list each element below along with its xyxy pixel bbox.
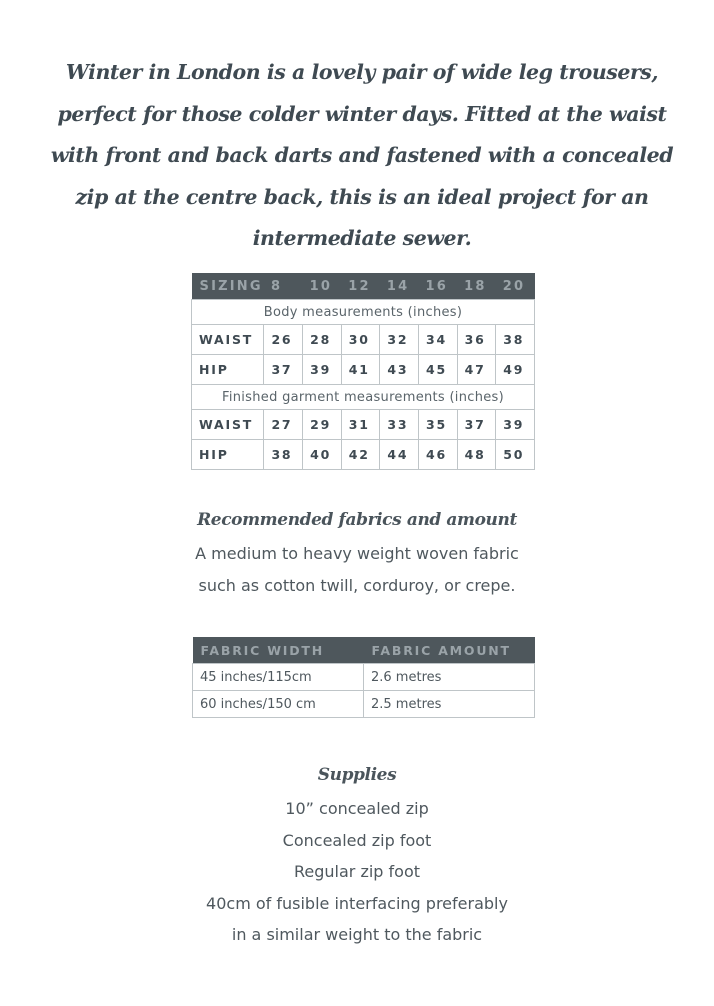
body-measurements-title-row [192,300,535,325]
table-cell: 42 [341,440,380,470]
table-cell: 34 [419,325,458,355]
table-row [192,355,535,385]
table-row [192,325,535,355]
fabric-width-cell: 60 inches/150 cm [193,691,364,718]
fabrics-description [0,538,714,601]
list-item: Concealed zip foot [282,830,432,850]
table-cell: 33 [380,410,419,440]
table-cell: 30 [341,325,380,355]
fabric-width-header: FABRIC WIDTH [193,637,364,664]
table-cell: 36 [457,325,496,355]
size-header: 18 [457,273,496,300]
sizing-table [191,273,535,470]
size-header: 14 [380,273,419,300]
row-label: HIP [192,440,264,470]
table-cell: 44 [380,440,419,470]
table-cell: 38 [264,440,303,470]
table-cell: 50 [496,440,535,470]
table-cell: 37 [264,355,303,385]
row-label: WAIST [192,410,264,440]
table-cell: 46 [419,440,458,470]
size-header: 8 [264,273,303,300]
table-cell: 43 [380,355,419,385]
table-cell: 29 [303,410,342,440]
table-cell: 41 [341,355,380,385]
list-item: 40cm of fusible interfacing preferably [206,893,508,913]
table-cell: 32 [380,325,419,355]
fabric-width-cell: 45 inches/115cm [193,664,364,691]
table-cell: 40 [303,440,342,470]
table-cell: 38 [496,325,535,355]
fabrics-heading: Recommended fabrics and amount [197,510,517,530]
garment-measurements-title-row [192,385,535,410]
table-cell: 26 [264,325,303,355]
size-header: 16 [419,273,458,300]
sizing-header-label: SIZING [192,273,264,300]
size-header: 12 [341,273,380,300]
table-cell: 47 [457,355,496,385]
table-cell: 37 [457,410,496,440]
fabric-table [192,637,535,718]
intro-paragraph: Winter in London is a lovely pair of wide leg trousers, perfect for those colder winter days. Fitted at the waist with front and back darts and fastened with a concealed zip at the centre back, this is an ideal project for an intermediate sewer. [50,60,674,250]
size-header: 10 [303,273,342,300]
fabric-amount-cell: 2.6 metres [364,664,535,691]
table-cell: 39 [496,410,535,440]
garment-measurements-title: Finished garment measurements (inches) [192,385,535,410]
size-header: 20 [496,273,535,300]
table-cell: 31 [341,410,380,440]
row-label: HIP [192,355,264,385]
description-line: such as cotton twill, corduroy, or crepe. [198,575,516,595]
table-row [193,691,535,718]
table-cell: 35 [419,410,458,440]
sizing-header-row [192,273,535,300]
table-row [192,440,535,470]
body-measurements-title: Body measurements (inches) [192,300,535,325]
row-label: WAIST [192,325,264,355]
list-item: 10” concealed zip [285,799,429,818]
supplies-list [0,793,714,951]
table-cell: 49 [496,355,535,385]
table-cell: 27 [264,410,303,440]
fabric-amount-cell: 2.5 metres [364,691,535,718]
table-row [192,410,535,440]
table-cell: 45 [419,355,458,385]
table-cell: 39 [303,355,342,385]
fabric-amount-header: FABRIC AMOUNT [364,637,535,664]
table-cell: 48 [457,440,496,470]
list-item: Regular zip foot [293,862,421,881]
table-row [193,664,535,691]
fabric-header-row [193,637,535,664]
table-cell: 28 [303,325,342,355]
description-line: A medium to heavy weight woven fabric [195,544,519,563]
supplies-heading: Supplies [317,765,397,785]
list-item: in a similar weight to the fabric [231,925,483,944]
